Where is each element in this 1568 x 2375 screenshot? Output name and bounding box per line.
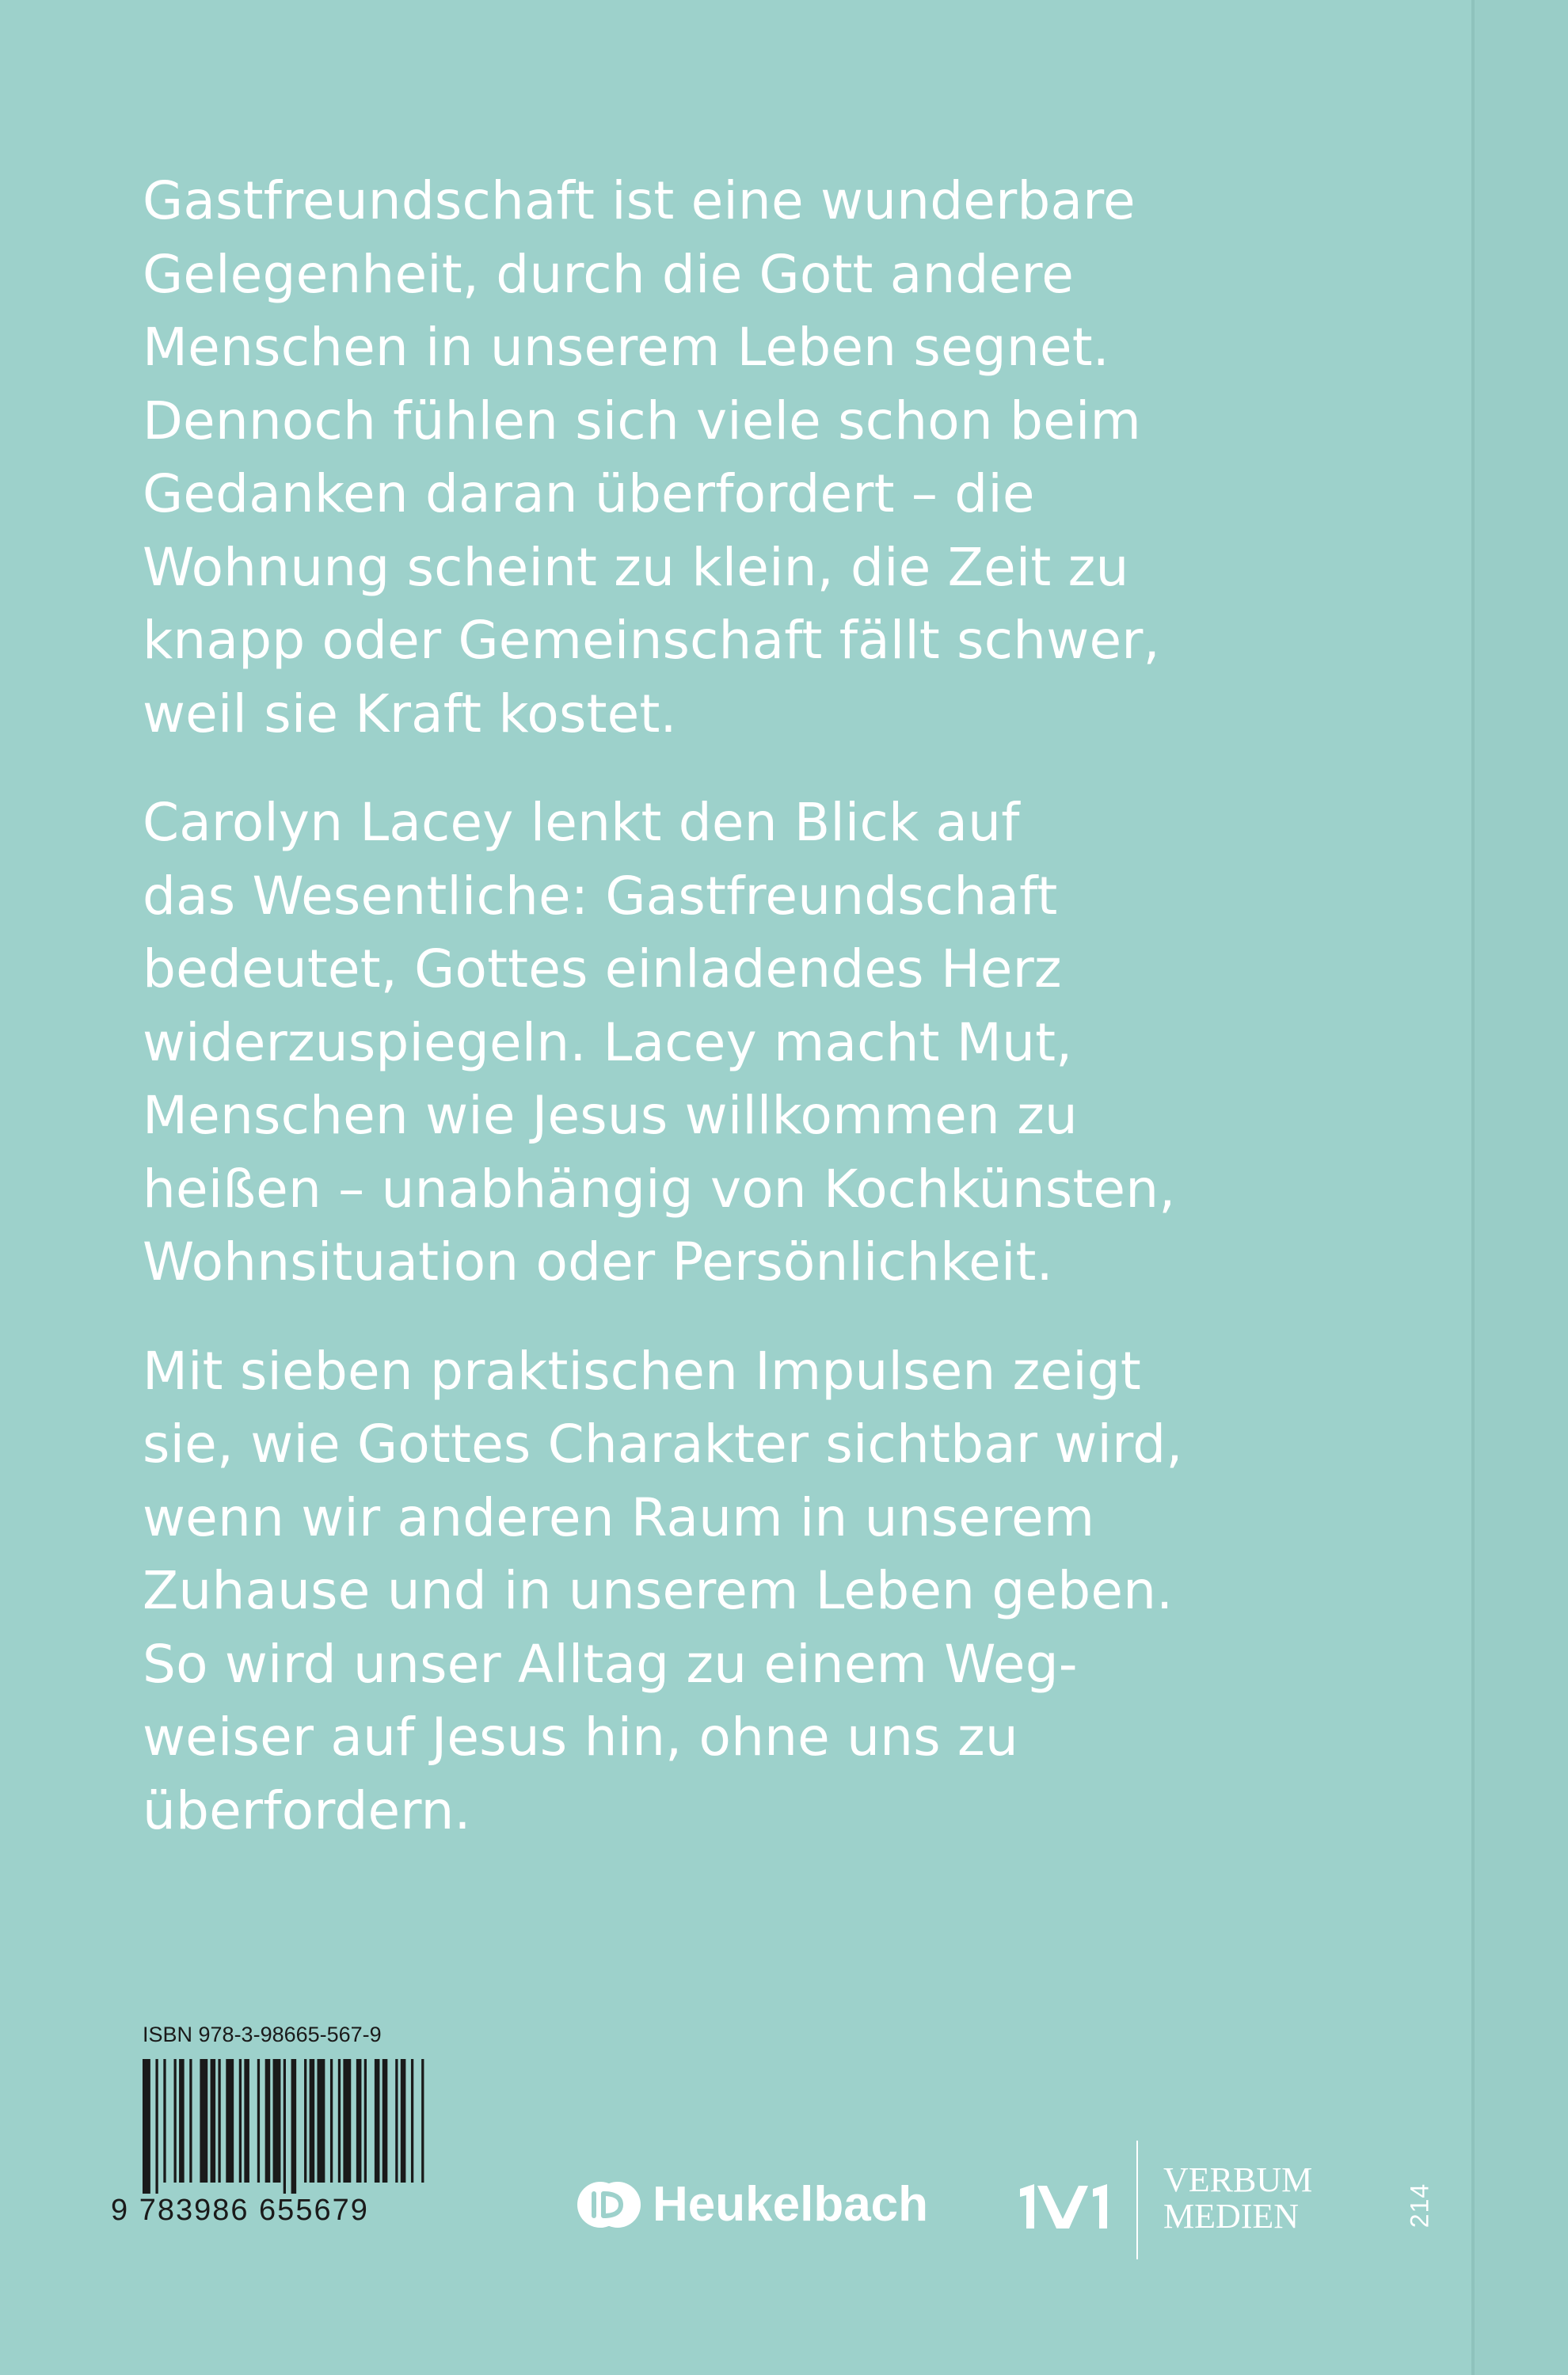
blurb-line: bedeutet, Gottes einladendes Herz [143,938,1062,999]
heukelbach-name: Heukelbach [653,2177,929,2232]
blurb-line: wenn wir anderen Raum in unserem [143,1486,1095,1548]
blurb-line: Menschen wie Jesus willkommen zu [143,1085,1078,1146]
blurb-line: weiser auf Jesus hin, ohne uns zu [143,1707,1018,1768]
verbum-line-2: MEDIEN [1163,2197,1300,2236]
barcode-digits: 9 783986 655679 [111,2194,369,2227]
spine-strip [1475,0,1568,2375]
blurb-line: knapp oder Gemeinschaft fällt schwer, [143,610,1160,671]
heukelbach-logo-icon [575,2179,643,2230]
heukelbach-logo [575,2179,928,2230]
blurb-line: Dennoch fühlen sich viele schon beim [143,390,1141,451]
blurb-line: das Wesentliche: Gastfreundschaft [143,865,1058,927]
blurb-line: überfordern. [143,1779,471,1841]
blurb-line: Gedanken daran überfordert – die [143,463,1035,524]
blurb-text [143,165,1251,1848]
blurb-line: Gelegenheit, durch die Gott andere [143,243,1075,305]
spine-number: 214 [1405,2183,1434,2228]
blurb-line: sie, wie Gottes Charakter sichtbar wird, [143,1414,1183,1475]
blurb-line: Wohnsituation oder Persönlichkeit. [143,1231,1053,1292]
barcode-icon [143,2059,429,2194]
blurb-paragraph [143,165,1251,751]
blurb-line: Gastfreundschaft ist eine wunderbare [143,170,1136,231]
logo-divider [1136,2141,1138,2259]
blurb-line: widerzuspiegeln. Lacey macht Mut, [143,1011,1073,1073]
verbum-medien-logo-icon [1017,2179,1110,2230]
verbum-line-1: VERBUM [1163,2160,1313,2199]
blurb-line: Zuhause und in unserem Leben geben. [143,1560,1174,1621]
blurb-paragraph [143,786,1251,1300]
blurb-line: heißen – unabhängig von Kochkünsten, [143,1158,1176,1220]
blurb-line: weil sie Kraft kostet. [143,683,677,744]
blurb-line: So wird unser Alltag zu einem Weg- [143,1633,1078,1695]
blurb-line: Mit sieben praktischen Impulsen zeigt [143,1340,1141,1402]
isbn-label: ISBN 978-3-98665-567-9 [143,2023,382,2046]
blurb-line: Carolyn Lacey lenkt den Blick auf [143,792,1020,853]
verbum-medien-wordmark [1163,2162,1312,2235]
blurb-line: Wohnung scheint zu klein, die Zeit zu [143,536,1129,598]
blurb-paragraph [143,1335,1251,1848]
blurb-line: Menschen in unserem Leben segnet. [143,317,1109,378]
